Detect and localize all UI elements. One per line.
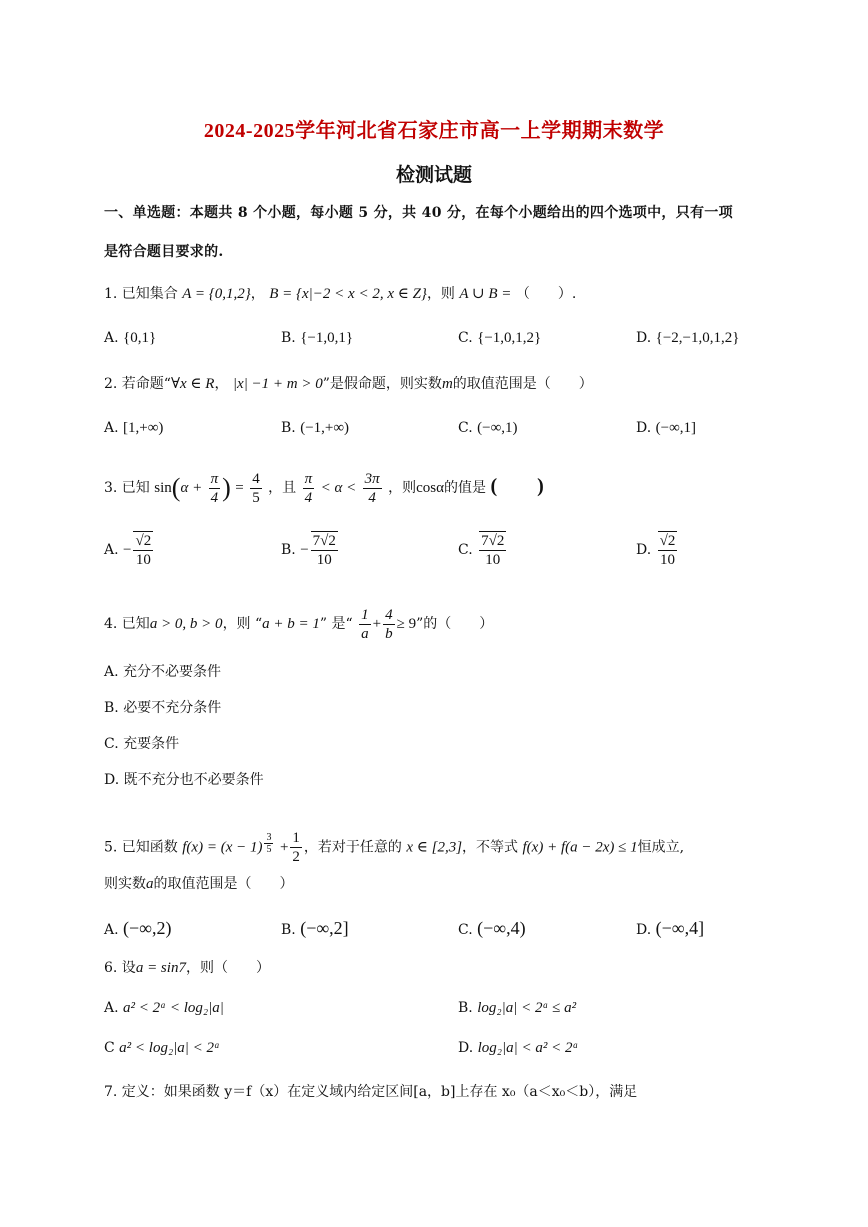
q4-option-c: C. 充要条件 (104, 736, 180, 752)
q1-option-c: C. {−1,0,1,2} (458, 330, 542, 346)
q3-option-d: D. $\frac{√2}{10}$ (636, 533, 676, 568)
q1-option-d: D. {−2,−1,0,1,2} (636, 330, 740, 346)
doc-title-line2: 检测试题 (395, 165, 472, 186)
q5-option-b: B. (−∞,2] (281, 918, 349, 938)
question-4: 4. 已知a > 0, b > 0，则 “a + b = 1” 是“ $\frac{1}{a}$ + $\frac{4}{b}$ ≥ 9”的（ ） (104, 606, 494, 642)
question-5: 5. 已知函数 f(x) = (x − 1) $^{\frac{3}{5}}$ + $\frac{1}{2}$ ，若对于任意的 x ∈ [2,3]，不等式 f(x) + f(a − 2x) ≤ 1恒成立, (104, 830, 685, 866)
question-1: 1. 已知集合 A = {0,1,2}， B = {x|−2 < x < 2, x ∈ Z}，则 A ∪ B = （ ）. (104, 286, 577, 302)
q4-option-a: A. 充分不必要条件 (104, 664, 222, 680)
q2-option-c: C. (−∞,1) (458, 420, 518, 436)
question-3: 3. 已知 sin(α + $\frac{\pi}{4}$ ) = $\frac{4}{5}$ ，且 $\frac{\pi}{4}$ < α < $\frac{3\pi}{4}$ ，则cosα的值是 ( ) (104, 470, 544, 506)
q6-option-d: D. log₂|a| < a² < 2ᵃ (458, 1040, 579, 1056)
q6-option-b: B. log₂|a| < 2ᵃ ≤ a² (458, 1000, 577, 1016)
q6-option-c: C a² < log₂|a| < 2ᵃ (104, 1040, 221, 1056)
q2-option-d: D. (−∞,1] (636, 420, 697, 436)
section1-heading-line2: 是符合题目要求的. (104, 244, 224, 260)
q1-option-b: B. {−1,0,1} (281, 330, 354, 346)
q5-option-d: D. (−∞,4] (636, 918, 705, 938)
question-2: 2. 若命题“∀x ∈ R， |x| −1 + m > 0”是假命题，则实数m的取值范围是（ ） (104, 376, 593, 392)
q6-option-a: A. a² < 2ᵃ < log₂|a| (104, 1000, 224, 1016)
question-7: 7. 定义：如果函数 y＝f（x）在定义域内给定区间[a，b]上存在 x₀（a＜x₀＜b），满足 (104, 1084, 638, 1100)
q2-option-a: A. [1,+∞) (104, 420, 164, 436)
question-6: 6. 设a = sin7，则（ ） (104, 960, 270, 976)
q1-option-a: A. {0,1} (104, 330, 157, 346)
q4-option-b: B. 必要不充分条件 (104, 700, 222, 716)
doc-title-line1: 2024-2025学年河北省石家庄市高一上学期期末数学 (203, 120, 665, 142)
q3-option-a: A. − $\frac{√2}{10}$ (104, 533, 152, 568)
q5-option-a: A. (−∞,2) (104, 918, 172, 938)
q3-option-b: B. − $\frac{7√2}{10}$ (281, 533, 336, 568)
q2-option-b: B. (−1,+∞) (281, 420, 350, 436)
q3-option-c: C. $\frac{7√2}{10}$ (458, 533, 505, 568)
q5-option-c: C. (−∞,4) (458, 918, 526, 938)
q4-option-d: D. 既不充分也不必要条件 (104, 772, 264, 788)
section1-heading-line1: 一、单选题：本题共 8 个小题，每小题 5 分，共 40 分，在每个小题给出的四个选项中，只有一项 (104, 205, 733, 221)
question-5-line2: 则实数a的取值范围是（ ） (104, 876, 294, 892)
